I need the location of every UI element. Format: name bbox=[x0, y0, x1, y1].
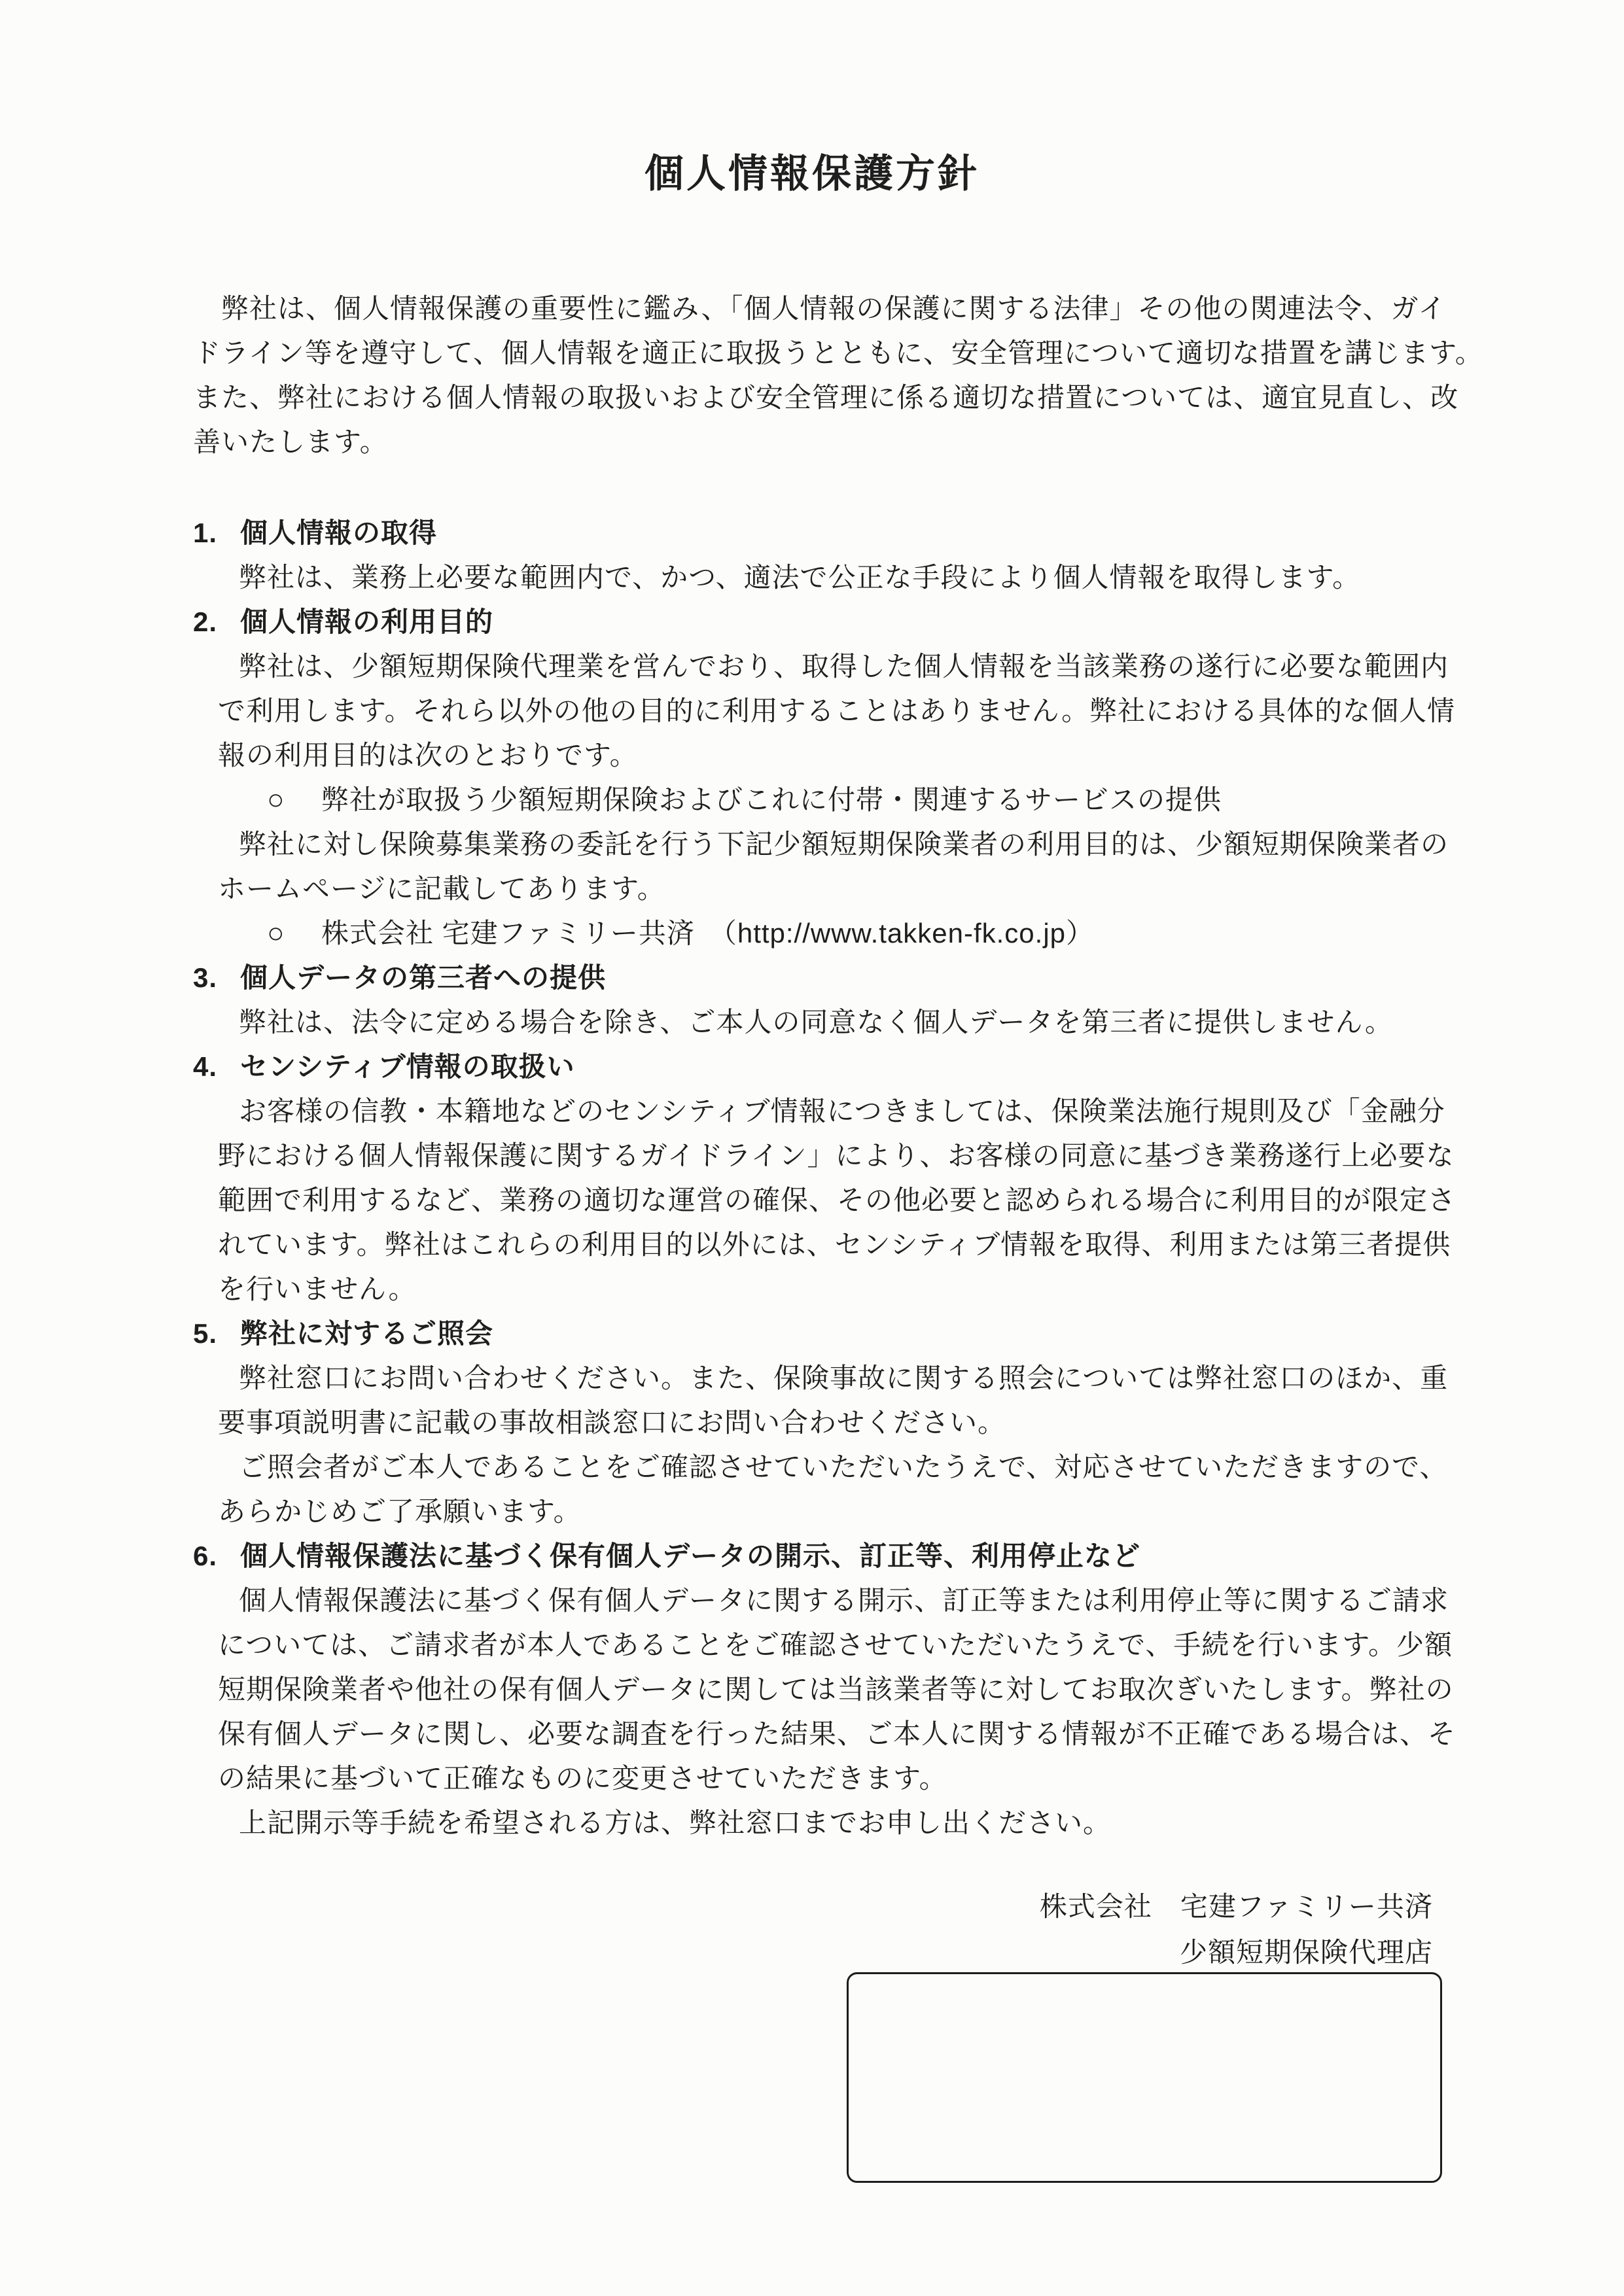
section-heading-label: 個人データの第三者への提供 bbox=[240, 962, 607, 993]
body-line: ご照会者がご本人であることをご確認させていただいたうえで、対応させていただきますので、 bbox=[239, 1452, 1448, 1482]
section-number: 6. bbox=[193, 1540, 218, 1571]
section-heading-label: 個人情報保護法に基づく保有個人データの開示、訂正等、利用停止など bbox=[240, 1540, 1141, 1571]
body-line: 個人情報保護法に基づく保有個人データに関する開示、訂正等または利用停止等に関するご請求 bbox=[239, 1585, 1449, 1616]
body-line: 弊社は、法令に定める場合を除き、ご本人の同意なく個人データを第三者に提供しません。 bbox=[239, 1007, 1393, 1037]
section-number: 3. bbox=[193, 962, 218, 993]
bullet-label: 弊社が取扱う少額短期保険およびこれに付帯・関連するサービスの提供 bbox=[321, 784, 1222, 815]
body-line: 弊社は、少額短期保険代理業を営んでおり、取得した個人情報を当該業務の遂行に必要な範囲内 bbox=[239, 651, 1449, 682]
circle-bullet-icon: ○ bbox=[267, 917, 285, 949]
body-line: 弊社は、業務上必要な範囲内で、かつ、適法で公正な手段により個人情報を取得します。 bbox=[239, 562, 1361, 593]
body-line: 野における個人情報保護に関するガイドライン」により、お客様の同意に基づき業務遂行上必要な bbox=[218, 1140, 1455, 1171]
body-line: 弊社窓口にお問い合わせください。また、保険事故に関する照会については弊社窓口のほか、重 bbox=[239, 1363, 1449, 1393]
section-number: 5. bbox=[193, 1318, 218, 1349]
section-heading bbox=[193, 1312, 1624, 1356]
body-line: 上記開示等手続を希望される方は、弊社窓口までお申し出ください。 bbox=[239, 1807, 1112, 1838]
body-line: れています。弊社はこれらの利用目的以外には、センシティブ情報を取得、利用または第三者提供 bbox=[218, 1229, 1451, 1260]
section-heading-label: センシティブ情報の取扱い bbox=[240, 1051, 575, 1082]
section-heading-label: 弊社に対するご照会 bbox=[240, 1318, 494, 1349]
body-line: 範囲で利用するなど、業務の適切な運営の確保、その他必要と認められる場合に利用目的が限定さ bbox=[218, 1185, 1456, 1215]
body-line: 保有個人データに関し、必要な調査を行った結果、ご本人に関する情報が不正確である場合は、そ bbox=[218, 1718, 1456, 1749]
body-line: 短期保険業者や他社の保有個人データに関しては当該業者等に対してお取次ぎいたします。弊社の bbox=[218, 1674, 1454, 1705]
body-line: の結果に基づいて正確なものに変更させていただきます。 bbox=[218, 1763, 947, 1794]
section-heading bbox=[193, 1534, 1624, 1578]
section-number: 1. bbox=[193, 517, 218, 548]
footer-company-role: 少額短期保険代理店 bbox=[1179, 1937, 1433, 1968]
signature-box bbox=[847, 1972, 1442, 2183]
body-line: で利用します。それら以外の他の目的に利用することはありません。弊社における具体的な個人情 bbox=[218, 695, 1456, 726]
intro-line: ドライン等を遵守して、個人情報を適正に取扱うとともに、安全管理について適切な措置を講じます。 bbox=[193, 338, 1483, 368]
section-heading bbox=[193, 1045, 1624, 1089]
policy-text-block bbox=[0, 287, 1624, 1845]
body-line: については、ご請求者が本人であることをご確認させていただいたうえで、手続を行います。少額 bbox=[218, 1629, 1453, 1660]
body-line: ホームページに記載してあります。 bbox=[218, 873, 665, 904]
bullet-label: 株式会社 宅建ファミリー共済 （http://www.takken-fk.co.jp） bbox=[321, 918, 1095, 948]
intro-line: また、弊社における個人情報の取扱いおよび安全管理に係る適切な措置については、適宜見直し、改 bbox=[193, 382, 1459, 413]
intro-line: 善いたします。 bbox=[193, 426, 388, 457]
page-title: 個人情報保護方針 bbox=[644, 152, 980, 196]
circle-bullet-icon: ○ bbox=[267, 784, 285, 816]
section-number: 2. bbox=[193, 606, 218, 637]
bullet-line bbox=[267, 778, 1624, 822]
bullet-line bbox=[267, 911, 1624, 956]
section-heading bbox=[193, 511, 1624, 555]
section-number: 4. bbox=[193, 1051, 218, 1082]
section-heading-label: 個人情報の取得 bbox=[240, 517, 438, 548]
body-line: 報の利用目的は次のとおりです。 bbox=[218, 740, 638, 771]
body-line: 要事項説明書に記載の事故相談窓口にお問い合わせください。 bbox=[218, 1407, 1006, 1438]
section-heading bbox=[193, 600, 1624, 644]
body-line: お客様の信教・本籍地などのセンシティブ情報につきましては、保険業法施行規則及び「金融分 bbox=[239, 1096, 1445, 1126]
body-line: あらかじめご了承願います。 bbox=[218, 1496, 582, 1527]
intro-line: 弊社は、個人情報保護の重要性に鑑み、「個人情報の保護に関する法律」その他の関連法令、ガイ bbox=[221, 293, 1447, 324]
footer-company-name: 株式会社 宅建ファミリー共済 bbox=[1039, 1891, 1433, 1922]
section-heading bbox=[193, 956, 1624, 1000]
section-heading-label: 個人情報の利用目的 bbox=[240, 606, 494, 637]
body-line: 弊社に対し保険募集業務の委託を行う下記少額短期保険業者の利用目的は、少額短期保険業者の bbox=[239, 829, 1449, 860]
body-line: を行いません。 bbox=[218, 1274, 417, 1304]
footer-signature-block bbox=[1040, 1884, 1433, 1975]
